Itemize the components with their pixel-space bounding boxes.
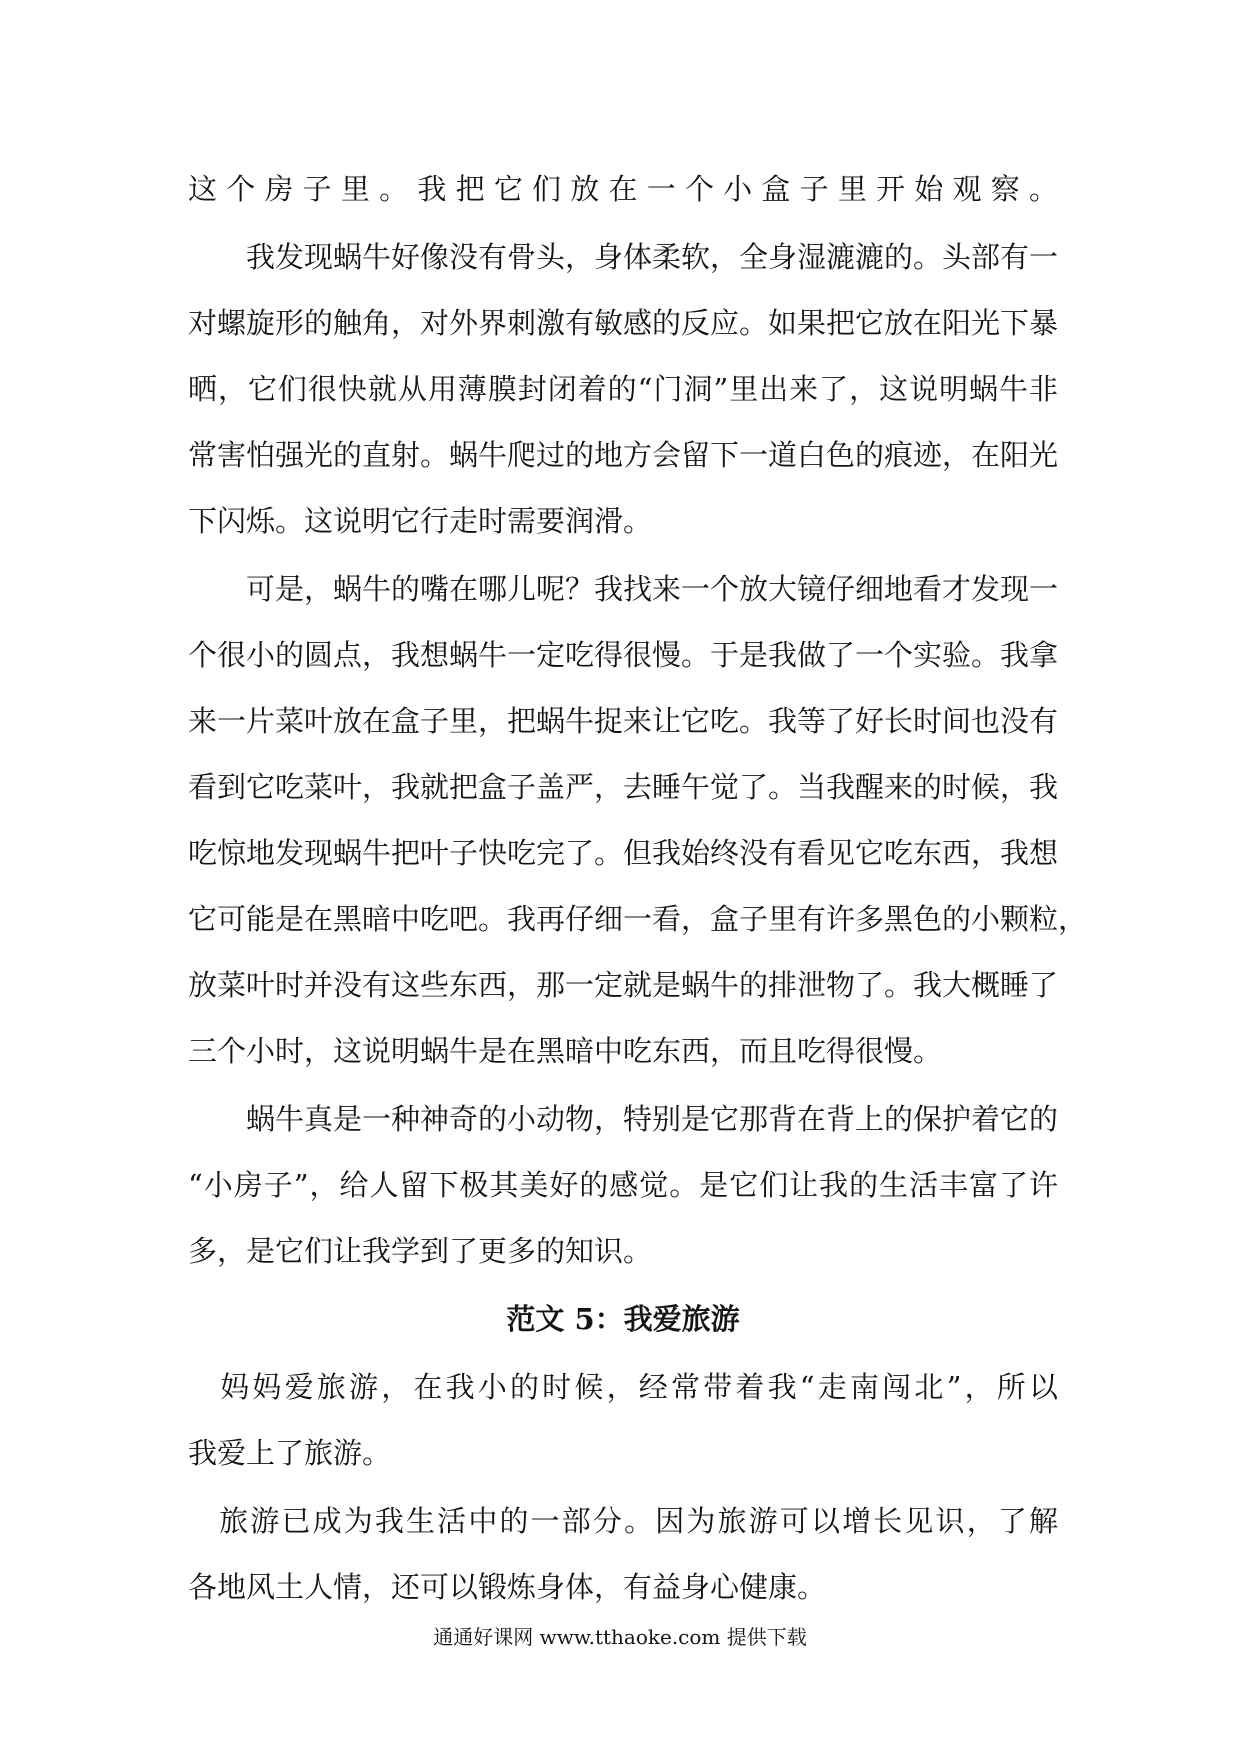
page-footer: 通通好课网 www.tthaoke.com 提供下载: [433, 1625, 807, 1649]
text-line: 放菜叶时并没有这些东西，那一定就是蜗牛的排泄物了。我大概睡了: [188, 968, 1059, 1002]
text-line: “小房子”，给人留下极其美好的感觉。是它们让我的生活丰富了许: [188, 1168, 1058, 1202]
text-line: 可是，蜗牛的嘴在哪儿呢？我找来一个放大镜仔细地看才发现一: [188, 572, 1059, 606]
text-line: 晒，它们很快就从用薄膜封闭着的“门洞”里出来了，这说明蜗牛非: [188, 372, 1058, 406]
text-line: 个很小的圆点，我想蜗牛一定吃得很慢。于是我做了一个实验。我拿: [188, 638, 1059, 672]
text-line: 各地风土人情，还可以锻炼身体，有益身心健康。: [188, 1570, 827, 1604]
text-line: 三个小时，这说明蜗牛是在黑暗中吃东西，而且吃得很慢。: [188, 1034, 943, 1068]
text-line: 常害怕强光的直射。蜗牛爬过的地方会留下一道白色的痕迹，在阳光: [188, 438, 1059, 472]
text-line: 这个房子里。我把它们放在一个小盒子里开始观察。: [188, 172, 1058, 206]
text-line: 对螺旋形的触角，对外界刺激有敏感的反应。如果把它放在阳光下暴: [188, 306, 1059, 340]
text-line: 下闪烁。这说明它行走时需要润滑。: [188, 504, 653, 538]
text-line: 吃惊地发现蜗牛把叶子快吃完了。但我始终没有看见它吃东西，我想: [188, 836, 1059, 870]
text-line: 我发现蜗牛好像没有骨头，身体柔软，全身湿漉漉的。头部有一: [188, 240, 1059, 274]
text-line: 我爱上了旅游。: [188, 1436, 392, 1470]
section-heading: 范文 5：我爱旅游: [506, 1302, 740, 1336]
text-line: 妈妈爱旅游，在我小的时候，经常带着我“走南闯北”，所以: [188, 1370, 1058, 1404]
text-line: 多，是它们让我学到了更多的知识。: [188, 1234, 653, 1268]
document-body: [188, 156, 1088, 1620]
text-line: 它可能是在黑暗中吃吧。我再仔细一看，盒子里有许多黑色的小颗粒，: [188, 902, 1088, 936]
text-line: 看到它吃菜叶，我就把盒子盖严，去睡午觉了。当我醒来的时候，我: [188, 770, 1059, 804]
text-line: 旅游已成为我生活中的一部分。因为旅游可以增长见识，了解: [188, 1504, 1058, 1538]
text-line: 来一片菜叶放在盒子里，把蜗牛捉来让它吃。我等了好长时间也没有: [188, 704, 1059, 738]
text-line: 蜗牛真是一种神奇的小动物，特别是它那背在背上的保护着它的: [188, 1102, 1059, 1136]
